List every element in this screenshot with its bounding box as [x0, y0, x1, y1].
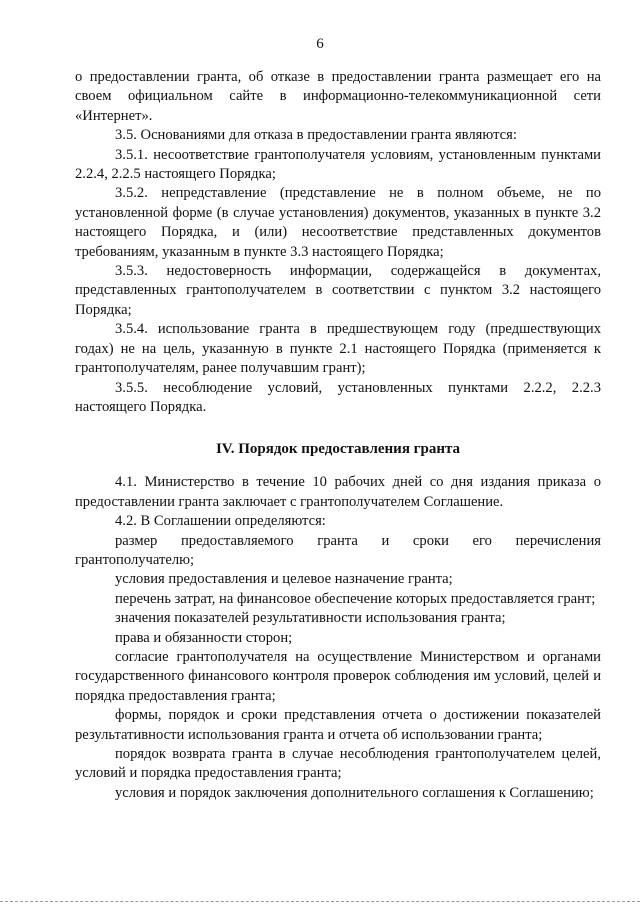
list-item-report-forms: формы, порядок и сроки представления отчета о достижении показателей результативности использования гранта и отчета об использовании гранта;: [75, 707, 601, 743]
paragraph-3-5-1: 3.5.1. несоответствие грантополучателя условиям, установленным пунктами 2.2.4, 2.2.5 настоящего Порядка;: [75, 146, 601, 183]
document-body: [75, 68, 601, 803]
paragraph-3-5-2: 3.5.2. непредставление (представление не в полном объеме, не по установленной форме (в случае установления) документов, указанных в пункте 3.2 настоящего Порядка, и (или) несоответствие представленных документов требованиям, указанным в пункте 3.3 настоящего Порядка;: [75, 185, 601, 260]
paragraph-3-5: 3.5. Основаниями для отказа в предоставлении гранта являются:: [115, 127, 517, 144]
paragraph-continuation: о предоставлении гранта, об отказе в предоставлении гранта размещает его на своем официальном сайте в информационно-телекоммуникационной сети «Интернет».: [75, 69, 601, 124]
paragraph-3-5-5: 3.5.5. несоблюдение условий, установленных пунктами 2.2.2, 2.2.3 настоящего Порядка.: [75, 379, 601, 415]
list-item-indicators: значения показателей результативности использования гранта;: [115, 610, 506, 627]
paragraph-3-5-3: 3.5.3. недостоверность информации, содержащейся в документах, представленных грантополучателем в соответствии с пунктом 3.2 настоящего Порядка;: [75, 263, 601, 318]
paragraph-4-1: 4.1. Министерство в течение 10 рабочих дней со дня издания приказа о предоставлении гранта заключает с грантополучателем Соглашение.: [75, 474, 601, 510]
paragraph-3-5-4: 3.5.4. использование гранта в предшествующем году (предшествующих годах) не на цель, указанную в пункте 2.1 настоящего Порядка (применяется к грантополучателям, ранее получавшим грант);: [75, 321, 601, 377]
list-item-return-procedure: порядок возврата гранта в случае несоблюдения грантополучателем целей, условий и порядка предоставления гранта;: [75, 746, 601, 782]
section-heading: IV. Порядок предоставления гранта: [215, 441, 461, 458]
list-item-grant-size: размер предоставляемого гранта и сроки его перечисления грантополучателю;: [75, 532, 601, 568]
list-item-conditions: условия предоставления и целевое назначение гранта;: [115, 571, 453, 588]
paragraph-4-2: 4.2. В Соглашении определяются:: [115, 513, 326, 530]
list-item-rights: права и обязанности сторон;: [115, 629, 293, 646]
list-item-expenses: перечень затрат, на финансовое обеспечение которых предоставляется грант;: [115, 590, 596, 607]
list-item-consent: согласие грантополучателя на осуществление Министерством и органами государственного финансового контроля проверок соблюдения им условий, целей и порядка предоставления гранта;: [75, 648, 601, 704]
page-number: 6: [316, 36, 324, 52]
page-bottom-edge: [0, 901, 640, 905]
list-item-additional-agreement: условия и порядок заключения дополнительного соглашения к Соглашению;: [115, 784, 594, 801]
